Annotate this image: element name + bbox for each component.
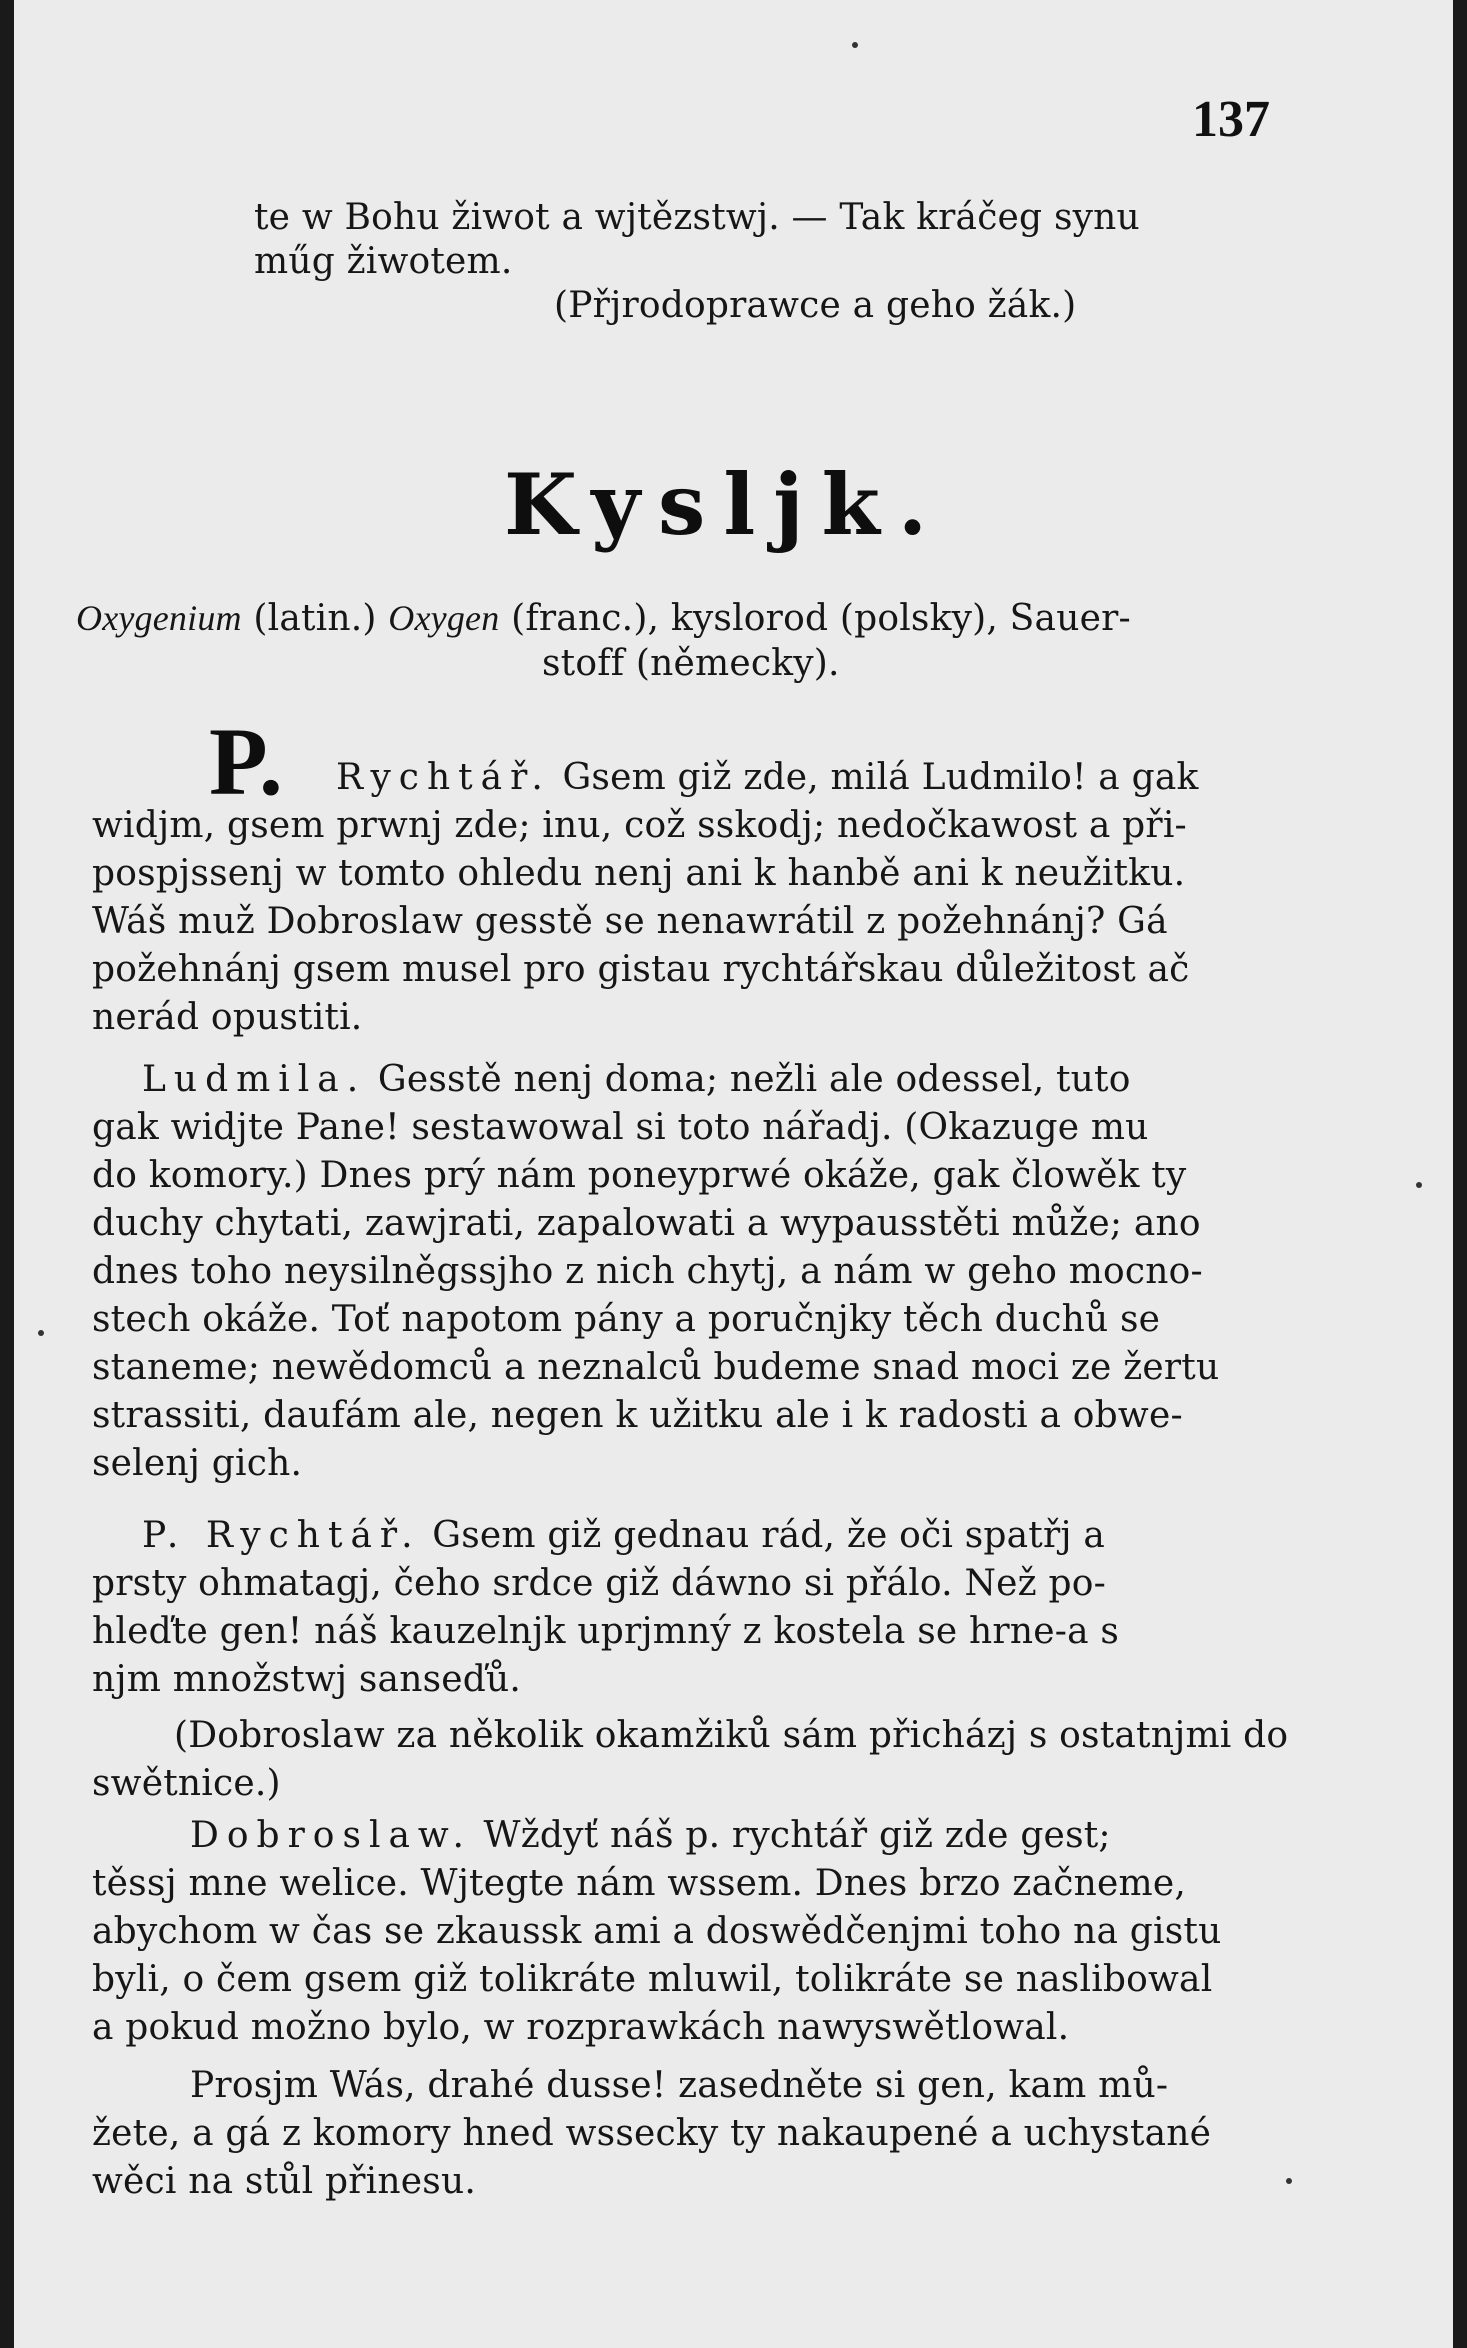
speech2-line-3: do komory.) Dnes prý nám poneyprwé okáže, gak člowěk ty [92, 1155, 1187, 1196]
subtitle-line-2: stoff (německy). [542, 643, 840, 684]
speech2-line-7: staneme; newědomců a neznalců budeme snad moci ze žertu [92, 1347, 1220, 1388]
speaker-rychtar: Rychtář. [336, 757, 551, 798]
speech2-line-6: stech okáže. Toť napotom pány a poručnjky těch duchů se [92, 1299, 1161, 1340]
paper-speck [852, 42, 858, 48]
speech1-line-1 [336, 756, 1199, 800]
speech2-line-9: selenj gich. [92, 1443, 303, 1484]
paper-speck [38, 1330, 44, 1336]
paper-speck [1286, 2178, 1292, 2184]
speech2-line-5: dnes toho neysilněgssjho z nich chytj, a nám w geho mocno- [92, 1251, 1203, 1292]
subtitle-rest: (franc.), kyslorod (polsky), Sauer- [499, 598, 1131, 639]
speech1-line-3: pospjssenj w tomto ohledu nenj ani k hanbě ani k neužitku. [92, 853, 1186, 894]
intro-line-2: műg žiwotem. [254, 241, 513, 282]
speech3-line-3: hleďte gen! náš kauzelnjk uprjmný z kostela se hrne-a s [92, 1611, 1120, 1652]
speech3-line-2: prsty ohmatagj, čeho srdce giž dáwno si přálo. Než po- [92, 1563, 1106, 1604]
subtitle-line-1 [76, 596, 1131, 641]
speech4-line-1 [190, 1814, 1111, 1858]
subtitle-oxygenium: Oxygenium [76, 598, 242, 638]
speech2-line-8: strassiti, daufám ale, negen k užitku ale i k radosti a obwe- [92, 1395, 1183, 1436]
chapter-title: Kysljk. [504, 455, 946, 554]
stage-direction-line-2: swětnice.) [92, 1763, 281, 1804]
speech2-line-1 [142, 1058, 1131, 1102]
speech5-line-2: žete, a gá z komory hned wssecky ty nakaupené a uchystané [92, 2113, 1212, 2154]
speech3-line-1-text: Gsem giž gednau rád, že oči spatřj a [420, 1515, 1106, 1556]
subtitle-oxygen: Oxygen [388, 598, 500, 638]
speech2-line-4: duchy chytati, zawjrati, zapalowati a wypausstěti může; ano [92, 1203, 1201, 1244]
speech4-line-3: abychom w čas se zkaussk ami a doswědčenjmi toho na gistu [92, 1911, 1222, 1952]
speech1-line-5: požehnánj gsem musel pro gistau rychtářskau důležitost ač [92, 949, 1190, 990]
speech2-line-1-text: Gesstě nenj doma; nežli ale odessel, tuto [366, 1059, 1131, 1100]
speaker-ludmila: Ludmila. [142, 1059, 367, 1100]
speech4-line-1-text: Wždyť náš p. rychtář giž zde gest; [471, 1815, 1111, 1856]
speech5-line-1: Prosjm Wás, drahé dusse! zasedněte si gen, kam mů- [190, 2065, 1169, 2106]
stage-direction-line-1: (Dobroslaw za několik okamžiků sám přicházj s ostatnjmi do [174, 1715, 1289, 1756]
speech3-line-4: njm množstwj sanseďů. [92, 1659, 522, 1700]
speech4-line-5: a pokud možno bylo, w rozprawkách nawyswětlowal. [92, 2007, 1070, 2048]
speech1-line-1-text: Gsem giž zde, milá Ludmilo! a gak [550, 757, 1199, 798]
paper-speck [1416, 1182, 1422, 1188]
speech5-line-3: wěci na stůl přinesu. [92, 2161, 476, 2202]
page-number: 137 [1192, 91, 1270, 148]
subtitle-latin: (latin.) [241, 598, 389, 639]
speech4-line-2: těssj mne welice. Wjtegte nám wssem. Dnes brzo začneme, [92, 1863, 1186, 1904]
speech2-line-2: gak widjte Pane! sestawowal si toto nářadj. (Okazuge mu [92, 1107, 1149, 1148]
book-page [14, 0, 1453, 2348]
speech3-line-1 [142, 1514, 1105, 1558]
intro-attribution: (Přjrodoprawce a geho žák.) [554, 285, 1077, 326]
speech1-line-6: nerád opustiti. [92, 997, 363, 1038]
speech4-line-4: byli, o čem gsem giž tolikráte mluwil, tolikráte se naslibowal [92, 1959, 1213, 2000]
speech1-line-4: Wáš muž Dobroslaw gesstě se nenawrátil z požehnánj? Gá [92, 901, 1168, 942]
intro-line-1: te w Bohu žiwot a wjtězstwj. — Tak kráčeg synu [254, 197, 1140, 238]
speech1-line-2: widjm, gsem prwnj zde; inu, což sskodj; nedočkawost a při- [92, 805, 1187, 846]
drop-cap: P. [209, 708, 283, 815]
speaker-p-rychtar: P. Rychtář. [142, 1515, 421, 1556]
speaker-dobroslaw: Dobroslaw. [190, 1815, 472, 1856]
